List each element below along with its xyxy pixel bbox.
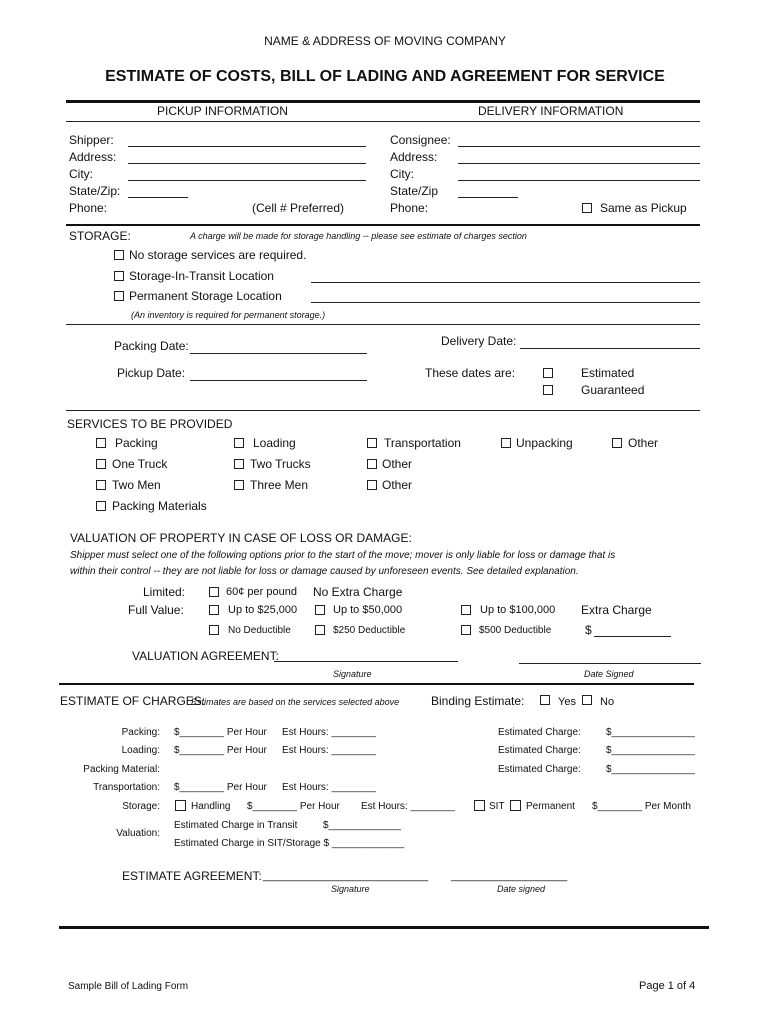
estimate-date-caption: Date signed [497,884,546,894]
section-rule [66,121,700,122]
valuation-heading: VALUATION OF PROPERTY IN CASE OF LOSS OR DAMAGE: [70,531,412,545]
estimate-date-field[interactable]: ___________________ [451,870,568,882]
pickup-city-field[interactable] [128,180,366,181]
permanent-storage-checkbox[interactable] [114,291,124,301]
up-to-100000-checkbox[interactable] [461,605,471,615]
loading-est-charge-label: Estimated Charge: [498,745,581,756]
deductible-250-checkbox[interactable] [315,625,325,635]
no-deductible-checkbox[interactable] [209,625,219,635]
pickup-address-field[interactable] [128,163,366,164]
no-storage-label: No storage services are required. [129,248,307,262]
same-as-pickup-label: Same as Pickup [600,201,687,215]
deductible-250-label: $250 Deductible [333,625,406,636]
service-two-men-label: Two Men [112,478,161,492]
pickup-date-field[interactable] [190,380,367,381]
transportation-charge-label: Transportation: [93,782,160,793]
up-to-25000-label: Up to $25,000 [228,604,298,616]
deductible-500-label: $500 Deductible [479,625,552,636]
transit-charge-field[interactable]: $_____________ [323,820,401,831]
cell-preferred-note: (Cell # Preferred) [252,201,345,215]
guaranteed-checkbox[interactable] [543,385,553,395]
permanent-checkbox[interactable] [510,800,521,811]
deductible-500-checkbox[interactable] [461,625,471,635]
service-other1-label: Other [382,457,413,471]
pickup-phone-label: Phone: [69,201,108,215]
service-three-men-checkbox[interactable] [234,480,244,490]
footer-title: Sample Bill of Lading Form [68,981,189,992]
binding-yes-checkbox[interactable] [540,695,550,705]
delivery-state-label: State/Zip [390,184,439,198]
services-rule [66,410,700,411]
up-to-50000-label: Up to $50,000 [333,604,403,616]
service-two-trucks-label: Two Trucks [250,457,311,471]
pickup-city-label: City: [69,167,93,181]
bottom-rule [59,926,709,929]
these-dates-label: These dates are: [425,366,516,380]
permanent-storage-label: Permanent Storage Location [129,289,282,303]
service-other2-checkbox[interactable] [367,480,377,490]
service-other2-label: Other [382,478,413,492]
sit-location-label: Storage-In-Transit Location [129,269,274,283]
delivery-heading: DELIVERY INFORMATION [478,104,624,118]
sit-storage-charge-field[interactable]: Estimated Charge in SIT/Storage $ _____________ [174,838,405,849]
handling-label: Handling [191,801,231,812]
delivery-date-label: Delivery Date: [441,334,517,348]
transit-charge-label: Estimated Charge in Transit [174,820,298,831]
pickup-date-label: Pickup Date: [117,366,186,380]
inventory-note: (An inventory is required for permanent storage.) [131,310,326,320]
up-to-100000-label: Up to $100,000 [480,604,556,616]
service-packing-checkbox[interactable] [96,438,106,448]
estimate-agreement-label: ESTIMATE AGREEMENT: [122,869,262,883]
packing-material-label: Packing Material: [83,764,160,775]
page-title: ESTIMATE OF COSTS, BILL OF LADING AND AGREEMENT FOR SERVICE [105,68,665,85]
services-heading: SERVICES TO BE PROVIDED [67,417,233,431]
packing-date-field[interactable] [190,353,367,354]
transportation-hours[interactable]: Est Hours: ________ [282,782,376,793]
estimate-note: Estimates are based on the services selected above [191,697,400,707]
no-deductible-label: No Deductible [228,625,291,636]
pickup-heading: PICKUP INFORMATION [157,104,288,118]
delivery-city-label: City: [390,167,414,181]
permanent-label: Permanent [526,801,575,812]
loading-rate[interactable]: $________ Per Hour [174,745,267,756]
service-one-truck-label: One Truck [112,457,168,471]
estimate-signature-field[interactable]: ___________________________ [263,870,429,882]
service-two-men-checkbox[interactable] [96,480,106,490]
dates-rule [66,324,700,325]
storage-charge-label: Storage: [122,801,160,812]
service-packing-materials-label: Packing Materials [112,499,207,513]
service-loading-checkbox[interactable] [234,438,244,448]
binding-no-label: No [600,696,615,708]
estimate-label: ESTIMATE OF CHARGES: [60,694,206,708]
service-packing-label: Packing [115,436,158,450]
company-name: NAME & ADDRESS OF MOVING COMPANY [264,34,506,48]
estimated-label: Estimated [581,366,635,380]
estimated-checkbox[interactable] [543,368,553,378]
estimate-signature-caption: Signature [331,884,370,894]
loading-hours[interactable]: Est Hours: ________ [282,745,376,756]
sit-location-field[interactable] [311,282,700,283]
extra-charge-field[interactable] [594,636,671,637]
handling-hours[interactable]: Est Hours: ________ [361,801,455,812]
title-rule [66,100,700,103]
delivery-state-field[interactable] [458,197,518,198]
consignee-label: Consignee: [390,133,451,147]
limited-checkbox[interactable] [209,587,219,597]
storage-rule [66,224,700,226]
valuation-agreement-label: VALUATION AGREEMENT: [132,649,279,663]
packing-charge-label: Packing: [121,727,160,738]
sit-location-checkbox[interactable] [114,271,124,281]
shipper-field[interactable] [128,146,366,147]
binding-yes-label: Yes [558,696,576,708]
service-three-men-label: Three Men [250,478,309,492]
shipper-label: Shipper: [69,133,114,147]
transportation-rate[interactable]: $________ Per Hour [174,782,267,793]
permanent-storage-field[interactable] [311,302,700,303]
full-value-label: Full Value: [128,603,184,617]
service-packing-materials-checkbox[interactable] [96,501,106,511]
guaranteed-label: Guaranteed [581,383,645,397]
delivery-address-label: Address: [390,150,438,164]
service-unpacking-checkbox[interactable] [501,438,511,448]
sit-label: SIT [489,801,505,812]
valuation-note-1: Shipper must select one of the following options prior to the start of the move; mover is only liable for loss or damage that is [70,550,616,561]
pickup-state-label: State/Zip: [69,184,121,198]
service-other1-checkbox[interactable] [367,459,377,469]
binding-estimate-label: Binding Estimate: [431,694,525,708]
valuation-signature-caption: Signature [333,669,372,679]
delivery-date-field[interactable] [520,348,700,349]
valuation-signature-field[interactable] [274,661,458,662]
packing-est-charge-field[interactable]: $_______________ [606,727,695,738]
up-to-25000-checkbox[interactable] [209,605,219,615]
delivery-city-field[interactable] [458,180,700,181]
per-month-field[interactable]: $________ Per Month [592,801,691,812]
packing-date-label: Packing Date: [114,339,189,353]
up-to-50000-checkbox[interactable] [315,605,325,615]
valuation-charge-label: Valuation: [116,828,160,839]
service-transportation-checkbox[interactable] [367,438,377,448]
valuation-date-field[interactable] [519,663,701,664]
extra-charge-label: Extra Charge [581,603,652,617]
consignee-field[interactable] [458,146,700,147]
no-storage-checkbox[interactable] [114,250,124,260]
loading-est-charge-field[interactable]: $_______________ [606,745,695,756]
sit-checkbox[interactable] [474,800,485,811]
service-unpacking-label: Unpacking [516,436,573,450]
delivery-address-field[interactable] [458,163,700,164]
pickup-state-field[interactable] [128,197,188,198]
material-est-charge-field[interactable]: $_______________ [606,764,695,775]
service-two-trucks-checkbox[interactable] [234,459,244,469]
storage-note: A charge will be made for storage handling -- please see estimate of charges section [190,231,527,241]
packing-est-charge-label: Estimated Charge: [498,727,581,738]
page-number: Page 1 of 4 [639,980,696,992]
service-transportation-label: Transportation [384,436,461,450]
storage-label: STORAGE: [69,229,131,243]
service-other3-checkbox[interactable] [612,438,622,448]
same-as-pickup-checkbox[interactable] [582,203,592,213]
valuation-date-caption: Date Signed [584,669,634,679]
packing-hours[interactable]: Est Hours: ________ [282,727,376,738]
packing-rate[interactable]: $________ Per Hour [174,727,267,738]
binding-no-checkbox[interactable] [582,695,592,705]
handling-rate[interactable]: $________ Per Hour [247,801,340,812]
service-one-truck-checkbox[interactable] [96,459,106,469]
estimate-rule [59,683,694,685]
pickup-address-label: Address: [69,150,117,164]
limited-rate: 60¢ per pound [226,586,297,598]
extra-charge-dollar: $ [585,623,592,637]
valuation-note-2: within their control -- they are not liable for loss or damage caused by unforeseen events. See detailed explanation. [70,566,579,577]
delivery-phone-label: Phone: [390,201,429,215]
service-loading-label: Loading [253,436,296,450]
limited-label: Limited: [143,585,186,599]
material-est-charge-label: Estimated Charge: [498,764,581,775]
handling-checkbox[interactable] [175,800,186,811]
no-extra-charge: No Extra Charge [313,585,403,599]
service-other3-label: Other [628,436,659,450]
loading-charge-label: Loading: [121,745,160,756]
